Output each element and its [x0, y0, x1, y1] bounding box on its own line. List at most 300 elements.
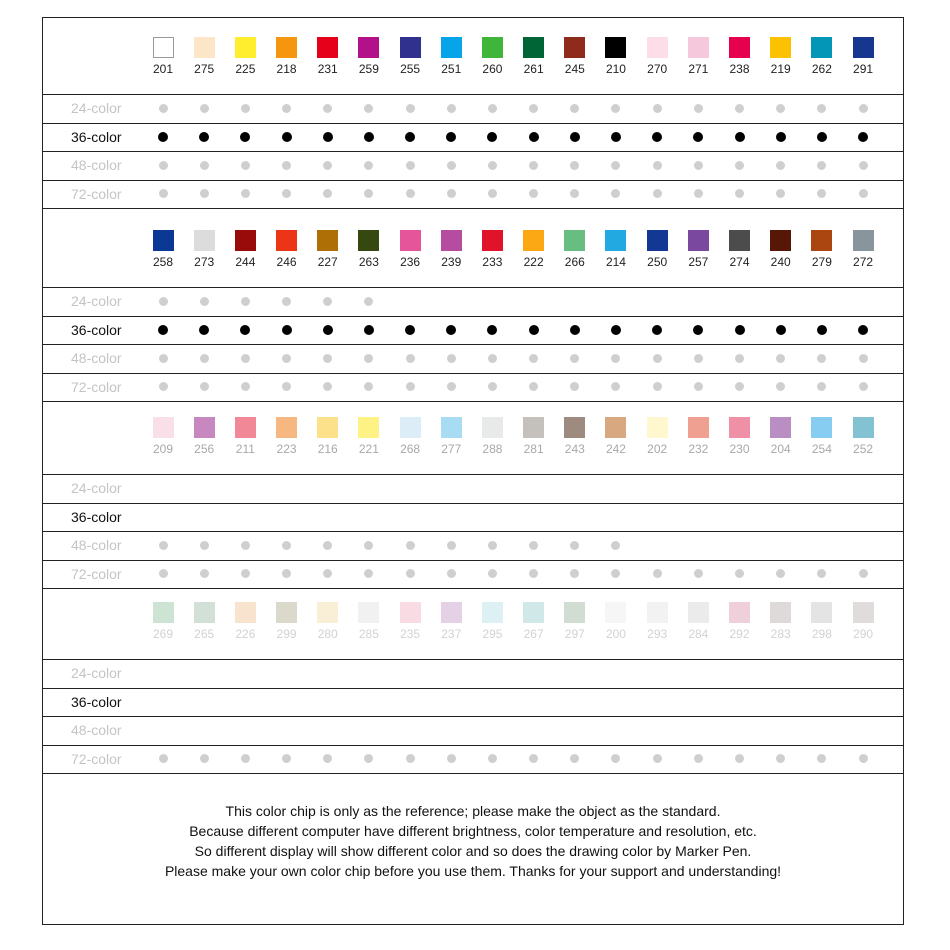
color-code: 236	[400, 255, 421, 269]
availability-dot	[159, 189, 168, 198]
availability-dot	[694, 161, 703, 170]
availability-dot	[653, 754, 662, 763]
color-code: 272	[853, 255, 874, 269]
row-label: 72-color	[71, 565, 122, 582]
color-swatch	[523, 417, 544, 438]
availability-dot	[364, 541, 373, 550]
color-code: 265	[194, 627, 215, 641]
color-code: 291	[853, 62, 874, 76]
included-dot	[405, 132, 415, 142]
color-code: 226	[235, 627, 256, 641]
availability-dot	[735, 569, 744, 578]
availability-dot	[364, 161, 373, 170]
color-code: 251	[441, 62, 462, 76]
availability-dot	[817, 104, 826, 113]
color-code: 219	[770, 62, 791, 76]
color-swatch	[358, 417, 379, 438]
included-dot	[735, 325, 745, 335]
color-code: 242	[605, 442, 626, 456]
included-dot	[858, 132, 868, 142]
included-dot	[529, 325, 539, 335]
color-swatch	[811, 602, 832, 623]
availability-dot	[323, 354, 332, 363]
availability-dot	[282, 754, 291, 763]
color-code: 243	[564, 442, 585, 456]
availability-dot	[817, 161, 826, 170]
availability-dot	[159, 754, 168, 763]
availability-dot	[241, 189, 250, 198]
color-swatch	[441, 230, 462, 251]
included-dot	[693, 325, 703, 335]
availability-dot	[406, 754, 415, 763]
notice-line-3: So different display will show different color and so does the drawing color by Marker Pen.	[194, 843, 752, 859]
color-code: 257	[688, 255, 709, 269]
availability-dot	[241, 104, 250, 113]
divider	[43, 287, 903, 288]
availability-dot	[611, 382, 620, 391]
color-swatch	[317, 602, 338, 623]
availability-dot	[200, 104, 209, 113]
color-swatch	[729, 37, 750, 58]
availability-dot	[776, 161, 785, 170]
color-code: 258	[152, 255, 174, 269]
availability-dot	[241, 161, 250, 170]
availability-dot	[859, 189, 868, 198]
availability-dot	[694, 569, 703, 578]
availability-dot	[488, 541, 497, 550]
availability-dot	[653, 104, 662, 113]
availability-dot	[611, 189, 620, 198]
availability-dot	[364, 104, 373, 113]
color-code: 221	[358, 442, 379, 456]
color-swatch	[400, 602, 421, 623]
color-code: 270	[647, 62, 668, 76]
divider	[43, 531, 903, 532]
included-dot	[570, 132, 580, 142]
divider	[43, 180, 903, 181]
color-swatch	[194, 417, 215, 438]
color-code: 214	[605, 255, 626, 269]
availability-dot	[776, 354, 785, 363]
color-code: 269	[152, 627, 174, 641]
color-swatch	[194, 602, 215, 623]
included-dot	[240, 132, 250, 142]
color-code: 271	[688, 62, 709, 76]
availability-dot	[611, 754, 620, 763]
availability-dot	[323, 297, 332, 306]
availability-dot	[653, 569, 662, 578]
availability-dot	[570, 104, 579, 113]
availability-dot	[447, 754, 456, 763]
color-swatch	[235, 230, 256, 251]
color-code: 299	[276, 627, 297, 641]
divider	[43, 401, 903, 402]
availability-dot	[364, 189, 373, 198]
included-dot	[693, 132, 703, 142]
color-swatch	[853, 37, 874, 58]
color-code: 261	[523, 62, 544, 76]
color-swatch	[358, 37, 379, 58]
color-code: 237	[441, 627, 462, 641]
color-code: 204	[770, 442, 791, 456]
color-code: 227	[317, 255, 338, 269]
color-swatch	[729, 602, 750, 623]
availability-dot	[694, 754, 703, 763]
availability-dot	[447, 541, 456, 550]
color-code: 254	[811, 442, 832, 456]
availability-dot	[447, 189, 456, 198]
availability-dot	[447, 354, 456, 363]
availability-dot	[200, 382, 209, 391]
availability-dot	[570, 189, 579, 198]
availability-dot	[447, 382, 456, 391]
color-swatch	[688, 37, 709, 58]
availability-dot	[653, 161, 662, 170]
availability-dot	[241, 569, 250, 578]
availability-dot	[488, 161, 497, 170]
availability-dot	[529, 541, 538, 550]
color-swatch	[153, 37, 174, 58]
color-swatch	[688, 230, 709, 251]
availability-dot	[364, 569, 373, 578]
color-code: 235	[400, 627, 421, 641]
availability-dot	[488, 569, 497, 578]
included-dot	[817, 325, 827, 335]
color-code: 252	[853, 442, 874, 456]
availability-dot	[323, 382, 332, 391]
availability-dot	[241, 382, 250, 391]
color-code: 231	[317, 62, 338, 76]
included-dot	[652, 325, 662, 335]
color-swatch	[153, 602, 174, 623]
color-code: 246	[276, 255, 297, 269]
color-code: 290	[853, 627, 874, 641]
availability-dot	[529, 569, 538, 578]
included-dot	[199, 132, 209, 142]
availability-dot	[776, 382, 785, 391]
color-swatch	[523, 602, 544, 623]
availability-dot	[159, 541, 168, 550]
availability-dot	[364, 354, 373, 363]
row-label: 48-color	[71, 157, 122, 173]
color-swatch	[729, 230, 750, 251]
availability-dot	[817, 569, 826, 578]
availability-dot	[282, 161, 291, 170]
color-code: 279	[811, 255, 832, 269]
color-swatch	[564, 230, 585, 251]
row-label: 24-color	[71, 293, 122, 309]
color-swatch	[564, 417, 585, 438]
color-swatch	[605, 602, 626, 623]
color-code: 232	[688, 442, 709, 456]
availability-dot	[859, 161, 868, 170]
availability-dot	[529, 189, 538, 198]
availability-dot	[570, 354, 579, 363]
availability-dot	[611, 161, 620, 170]
included-dot	[323, 132, 333, 142]
color-swatch	[647, 230, 668, 251]
color-code: 292	[729, 627, 750, 641]
color-swatch	[276, 37, 297, 58]
row-label: 48-color	[71, 350, 122, 366]
color-swatch	[276, 417, 297, 438]
color-code: 298	[811, 627, 832, 641]
availability-dot	[817, 189, 826, 198]
included-dot	[817, 132, 827, 142]
row-label: 72-color	[71, 750, 122, 767]
color-code: 262	[811, 62, 832, 76]
availability-dot	[282, 569, 291, 578]
notice-line-1: This color chip is only as the reference; please make the object as the standard.	[225, 803, 721, 819]
color-swatch	[688, 417, 709, 438]
availability-dot	[488, 104, 497, 113]
availability-dot	[611, 569, 620, 578]
divider	[43, 123, 903, 124]
color-code: 277	[441, 442, 462, 456]
color-code: 250	[647, 255, 668, 269]
color-swatch	[811, 230, 832, 251]
color-code: 274	[729, 255, 750, 269]
color-swatch	[605, 230, 626, 251]
notice-line-2: Because different computer have different brightness, color temperature and resolution, etc.	[189, 823, 757, 839]
availability-dot	[694, 354, 703, 363]
color-code: 244	[235, 255, 256, 269]
row-label: 36-color	[71, 508, 122, 525]
availability-dot	[241, 354, 250, 363]
availability-dot	[323, 161, 332, 170]
availability-dot	[159, 382, 168, 391]
color-swatch	[647, 417, 668, 438]
disclaimer-notice	[43, 801, 903, 881]
divider	[43, 344, 903, 345]
availability-dot	[200, 541, 209, 550]
availability-dot	[447, 569, 456, 578]
availability-dot	[859, 754, 868, 763]
color-swatch	[194, 230, 215, 251]
included-dot	[323, 325, 333, 335]
color-swatch	[564, 37, 585, 58]
availability-dot	[488, 189, 497, 198]
included-dot	[364, 132, 374, 142]
availability-dot	[406, 569, 415, 578]
availability-dot	[776, 754, 785, 763]
color-code: 266	[564, 255, 585, 269]
color-swatch	[276, 602, 297, 623]
color-code: 260	[482, 62, 503, 76]
included-dot	[282, 325, 292, 335]
divider	[43, 659, 903, 660]
color-code: 210	[605, 62, 626, 76]
included-dot	[611, 132, 621, 142]
availability-dot	[323, 104, 332, 113]
availability-dot	[282, 297, 291, 306]
included-dot	[364, 325, 374, 335]
availability-dot	[735, 382, 744, 391]
color-swatch	[605, 417, 626, 438]
availability-dot	[323, 189, 332, 198]
availability-dot	[859, 569, 868, 578]
color-swatch	[482, 230, 503, 251]
availability-dot	[241, 297, 250, 306]
color-swatch	[235, 417, 256, 438]
availability-dot	[735, 354, 744, 363]
availability-dot	[241, 541, 250, 550]
color-code: 239	[441, 255, 462, 269]
divider	[43, 773, 903, 774]
color-code: 288	[482, 442, 503, 456]
included-dot	[158, 325, 168, 335]
availability-dot	[611, 541, 620, 550]
included-dot	[446, 325, 456, 335]
availability-dot	[406, 541, 415, 550]
availability-dot	[364, 297, 373, 306]
color-code: 245	[564, 62, 585, 76]
color-code: 256	[194, 442, 215, 456]
color-code: 273	[194, 255, 215, 269]
notice-line-4: Please make your own color chip before you use them. Thanks for your support and understanding!	[164, 863, 782, 879]
availability-dot	[859, 104, 868, 113]
availability-dot	[200, 297, 209, 306]
availability-dot	[406, 354, 415, 363]
color-swatch	[482, 37, 503, 58]
color-swatch	[523, 37, 544, 58]
availability-dot	[735, 189, 744, 198]
availability-dot	[653, 354, 662, 363]
color-swatch	[317, 417, 338, 438]
color-code: 263	[358, 255, 379, 269]
availability-dot	[529, 754, 538, 763]
color-swatch	[194, 37, 215, 58]
availability-dot	[735, 754, 744, 763]
color-swatch	[811, 417, 832, 438]
color-code: 240	[770, 255, 791, 269]
color-swatch	[853, 602, 874, 623]
availability-dot	[653, 382, 662, 391]
availability-dot	[323, 754, 332, 763]
availability-dot	[817, 382, 826, 391]
availability-dot	[323, 569, 332, 578]
color-swatch	[853, 417, 874, 438]
availability-dot	[570, 382, 579, 391]
color-code: 230	[729, 442, 750, 456]
included-dot	[487, 132, 497, 142]
included-dot	[487, 325, 497, 335]
color-code: 285	[358, 627, 379, 641]
divider	[43, 716, 903, 717]
availability-dot	[200, 354, 209, 363]
availability-dot	[694, 104, 703, 113]
color-code: 293	[647, 627, 668, 641]
availability-dot	[282, 541, 291, 550]
color-swatch	[729, 417, 750, 438]
color-swatch	[564, 602, 585, 623]
divider	[43, 503, 903, 504]
color-code: 267	[523, 627, 544, 641]
divider	[43, 745, 903, 746]
row-label: 72-color	[71, 378, 122, 395]
availability-dot	[694, 189, 703, 198]
color-swatch	[235, 602, 256, 623]
row-label: 24-color	[71, 100, 122, 116]
row-label: 72-color	[71, 185, 122, 202]
availability-dot	[406, 161, 415, 170]
availability-dot	[570, 569, 579, 578]
color-swatch	[358, 230, 379, 251]
color-swatch	[853, 230, 874, 251]
color-swatch	[523, 230, 544, 251]
divider	[43, 208, 903, 209]
color-swatch	[605, 37, 626, 58]
included-dot	[446, 132, 456, 142]
availability-dot	[529, 382, 538, 391]
row-label: 36-color	[71, 321, 122, 338]
included-dot	[240, 325, 250, 335]
divider	[43, 151, 903, 152]
availability-dot	[406, 189, 415, 198]
availability-dot	[817, 754, 826, 763]
color-swatch	[400, 230, 421, 251]
availability-dot	[159, 161, 168, 170]
color-swatch	[153, 417, 174, 438]
row-label: 36-color	[71, 128, 122, 145]
availability-dot	[653, 189, 662, 198]
color-code: 268	[400, 442, 421, 456]
color-code: 216	[317, 442, 338, 456]
included-dot	[858, 325, 868, 335]
availability-dot	[776, 569, 785, 578]
included-dot	[199, 325, 209, 335]
included-dot	[776, 325, 786, 335]
color-code: 259	[358, 62, 379, 76]
divider	[43, 588, 903, 589]
availability-dot	[323, 541, 332, 550]
availability-dot	[859, 354, 868, 363]
color-code: 202	[647, 442, 668, 456]
color-code: 209	[152, 442, 174, 456]
color-swatch	[811, 37, 832, 58]
color-code: 284	[688, 627, 709, 641]
divider	[43, 94, 903, 95]
availability-dot	[159, 297, 168, 306]
color-code: 283	[770, 627, 791, 641]
color-code: 297	[564, 627, 585, 641]
availability-dot	[282, 354, 291, 363]
color-swatch	[441, 37, 462, 58]
availability-dot	[570, 161, 579, 170]
color-swatch	[358, 602, 379, 623]
color-chart-sheet	[42, 17, 904, 925]
availability-dot	[859, 382, 868, 391]
row-label: 24-color	[71, 665, 122, 681]
color-swatch	[482, 602, 503, 623]
divider	[43, 688, 903, 689]
availability-dot	[488, 754, 497, 763]
availability-dot	[241, 754, 250, 763]
color-code: 275	[194, 62, 215, 76]
availability-dot	[282, 189, 291, 198]
color-code: 211	[235, 442, 255, 456]
availability-dot	[282, 104, 291, 113]
availability-dot	[200, 161, 209, 170]
divider	[43, 474, 903, 475]
availability-dot	[611, 104, 620, 113]
color-swatch	[482, 417, 503, 438]
color-swatch	[688, 602, 709, 623]
row-label: 48-color	[71, 722, 122, 738]
availability-dot	[529, 354, 538, 363]
color-swatch	[400, 417, 421, 438]
availability-dot	[735, 104, 744, 113]
